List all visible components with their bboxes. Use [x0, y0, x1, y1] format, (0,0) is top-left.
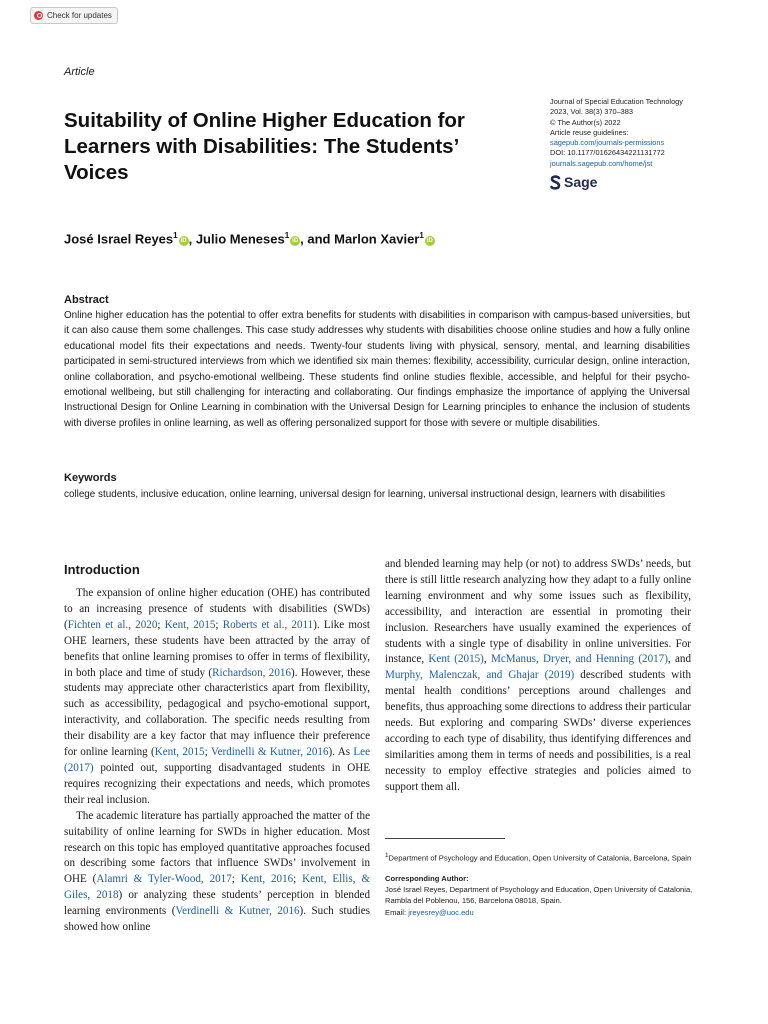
affiliation-note [385, 850, 695, 864]
corresponding-author-text: José Israel Reyes, Department of Psychology and Education, Open University of Catalonia, Rambla del Poblenou, 156, Barcelona 08018, Spain. [385, 885, 693, 906]
body-text: pointed out, supporting disadvantaged students in OHE requires recognizing their expectations and needs, which promotes their real inclusion. [64, 761, 370, 806]
footnotes [385, 850, 695, 918]
citation-link[interactable]: Richardson, 2016 [212, 666, 291, 679]
citation-link[interactable]: McManus, Dryer, and Henning (2017) [490, 653, 668, 666]
body-text: ; [231, 873, 241, 886]
body-text: ) or analyzing these students’ perception in blended learning environments ( [64, 889, 370, 918]
orcid-icon[interactable]: iD [292, 238, 299, 245]
citation-link[interactable]: Murphy, Malenczak, and Ghajar (2019) [385, 669, 575, 682]
article-type: Article [64, 66, 95, 78]
body-text: ). However, these students may appreciate other characteristics apart from flexibility, such as accessibility, pedagogical and psycho-emotional support, interactivity, and collaboration. The specific needs resulting from their disability are a key factor that may influence their preference for online learning ( [64, 666, 371, 759]
citation-link[interactable]: Verdinelli & Kutner, 2016 [210, 746, 329, 759]
citation-link[interactable]: Verdinelli & Kutner, 2016 [175, 905, 300, 918]
body-text: ; [293, 873, 303, 886]
author-separator: , and [300, 231, 335, 247]
email-link[interactable]: jreyesrey@uoc.edu [408, 907, 474, 917]
orcid-icon[interactable]: iD [426, 238, 433, 245]
body-text: The academic literature has partially approached the matter of the suitability of online learning for SWDs in higher education. Most research on this topic has employed quantitative approaches focused on describing some factors that influence SWDs’ involvement in OHE ( [64, 809, 370, 886]
body-text: , and [667, 653, 691, 666]
sage-logo-icon [550, 175, 561, 190]
citation-link[interactable]: Lee (2017) [64, 746, 370, 774]
author-separator: , [188, 231, 196, 247]
body-column-right [385, 557, 691, 796]
author-list [64, 231, 435, 246]
body-text: ; [204, 746, 211, 759]
corresponding-author-label: Corresponding Author: [385, 873, 469, 883]
citation-link[interactable]: Kent, 2016 [240, 873, 294, 886]
sage-logo-text: Sage [564, 174, 598, 190]
intro-paragraph-2 [64, 809, 370, 936]
email-line [385, 907, 695, 918]
body-text: , [483, 653, 491, 666]
keywords-heading: Keywords [64, 472, 117, 484]
journal-name: Journal of Special Education Technology [550, 97, 683, 106]
body-text: ; [157, 618, 165, 631]
author-affiliation-mark: 1 [419, 231, 424, 240]
reuse-guidelines: Article reuse guidelines: [550, 127, 629, 137]
citation-link[interactable]: Kent, 2015 [164, 618, 216, 631]
keywords-text: college students, inclusive education, online learning, universal design for learning, universal instructional design, learners with disabilities [64, 489, 666, 500]
body-text: ). Like most OHE learners, these students have been attracted by the array of benefits that online learning promises to offer in terms of flexibility, in both place and time of study ( [64, 618, 371, 679]
author-name: Julio Meneses [195, 231, 285, 247]
check-for-updates-badge[interactable] [30, 7, 118, 24]
citation-link[interactable]: Fichten et al., 2020 [67, 618, 158, 631]
article-title: Suitability of Online Higher Education for Learners with Disabilities: The Students’ Voices [64, 109, 465, 184]
abstract-heading: Abstract [64, 294, 109, 306]
author-name: Marlon Xavier [334, 231, 420, 247]
body-text: described students with mental health conditions’ perceptions around challenges and benefits, thus approaching some directions to address their particular needs. But exploring and comparing SWDs’ diverse experiences according to each type of disability, thus identifying differences and similarities among them in terms of needs and possibilities, is a real necessity to employ effective strategies and policies aimed to support them all. [385, 669, 691, 793]
citation-link[interactable]: Alamri & Tyler-Wood, 2017 [96, 873, 232, 886]
check-for-updates-label: Check for updates [47, 11, 112, 20]
doi: DOI: 10.1177/01626434221131772 [550, 148, 665, 158]
citation-link[interactable]: Kent, 2015 [154, 746, 205, 759]
author-name: José Israel Reyes [64, 231, 174, 247]
affiliation-text: Department of Psychology and Education, Open University of Catalonia, Barcelona, Spain [388, 853, 692, 863]
intro-paragraph-3 [385, 557, 691, 796]
permissions-link[interactable]: sagepub.com/journals-permissions [550, 138, 665, 148]
journal-info [550, 97, 750, 169]
introduction-heading: Introduction [64, 562, 140, 577]
body-text: and blended learning may help (or not) to address SWDs’ needs, but there is still little research analyzing how they adapt to a fully online learning environment and why some issues such as flexibility, accessibility, and interaction are essential in promoting their inclusion. Researchers have usually examined the experiences of students with a single type of disability in online universities. For instance, [385, 558, 691, 666]
footnote-rule [385, 838, 505, 839]
copyright: © The Author(s) 2022 [550, 117, 621, 127]
body-text: ). Such studies showed how online [64, 905, 370, 934]
citation-link[interactable]: Kent (2015) [428, 653, 484, 666]
journal-volume: 2023, Vol. 38(3) 370–383 [550, 107, 634, 117]
intro-paragraph-1 [64, 586, 370, 809]
body-text: ). As [328, 746, 354, 759]
abstract-text: Online higher education has the potential to offer extra benefits for students with disabilities in comparison with campus-based universities, but it can also cause them some challenges. This case study addresses why students with disabilities choose online studies and how a fully online educational model fits their expectations and needs. Twenty-four students living with physical, sensory, mental, and learning disabilities participated in semi-structured interviews from which we identified six main themes: flexibility, accessibility, curricular design, online interaction, online collaboration, and psycho-emotional wellbeing. These students find online studies flexible, accessible, and helpful for their psycho-emotional wellbeing, but still challenging for interacting and collaborating. Our findings emphasize the importance of applying the Universal Instructional Design for Online Learning in combination with the Universal Design for Learning principles to enhance the inclusion of students with diverse profiles in online learning, as well as offering personalized support for those with severe or multiple disabilities. [64, 310, 690, 429]
body-text: ; [215, 618, 223, 631]
citation-link[interactable]: Roberts et al., 2011 [222, 618, 314, 631]
email-label: Email: [385, 907, 409, 917]
check-for-updates-icon [34, 11, 43, 20]
journal-homepage-link[interactable]: journals.sagepub.com/home/jst [550, 158, 653, 168]
citation-link[interactable]: Kent, Ellis, & Giles, 2018 [64, 873, 370, 902]
body-column-left [64, 586, 370, 936]
orcid-icon[interactable]: iD [180, 238, 187, 245]
sage-logo [550, 174, 597, 190]
author-affiliation-mark: 1 [173, 231, 178, 240]
author-affiliation-mark: 1 [284, 231, 290, 240]
body-text: The expansion of online higher education (OHE) has contributed to an increasing presence of students with disabilities (SWDs) ( [64, 587, 370, 631]
affiliation-mark: 1 [385, 852, 389, 859]
